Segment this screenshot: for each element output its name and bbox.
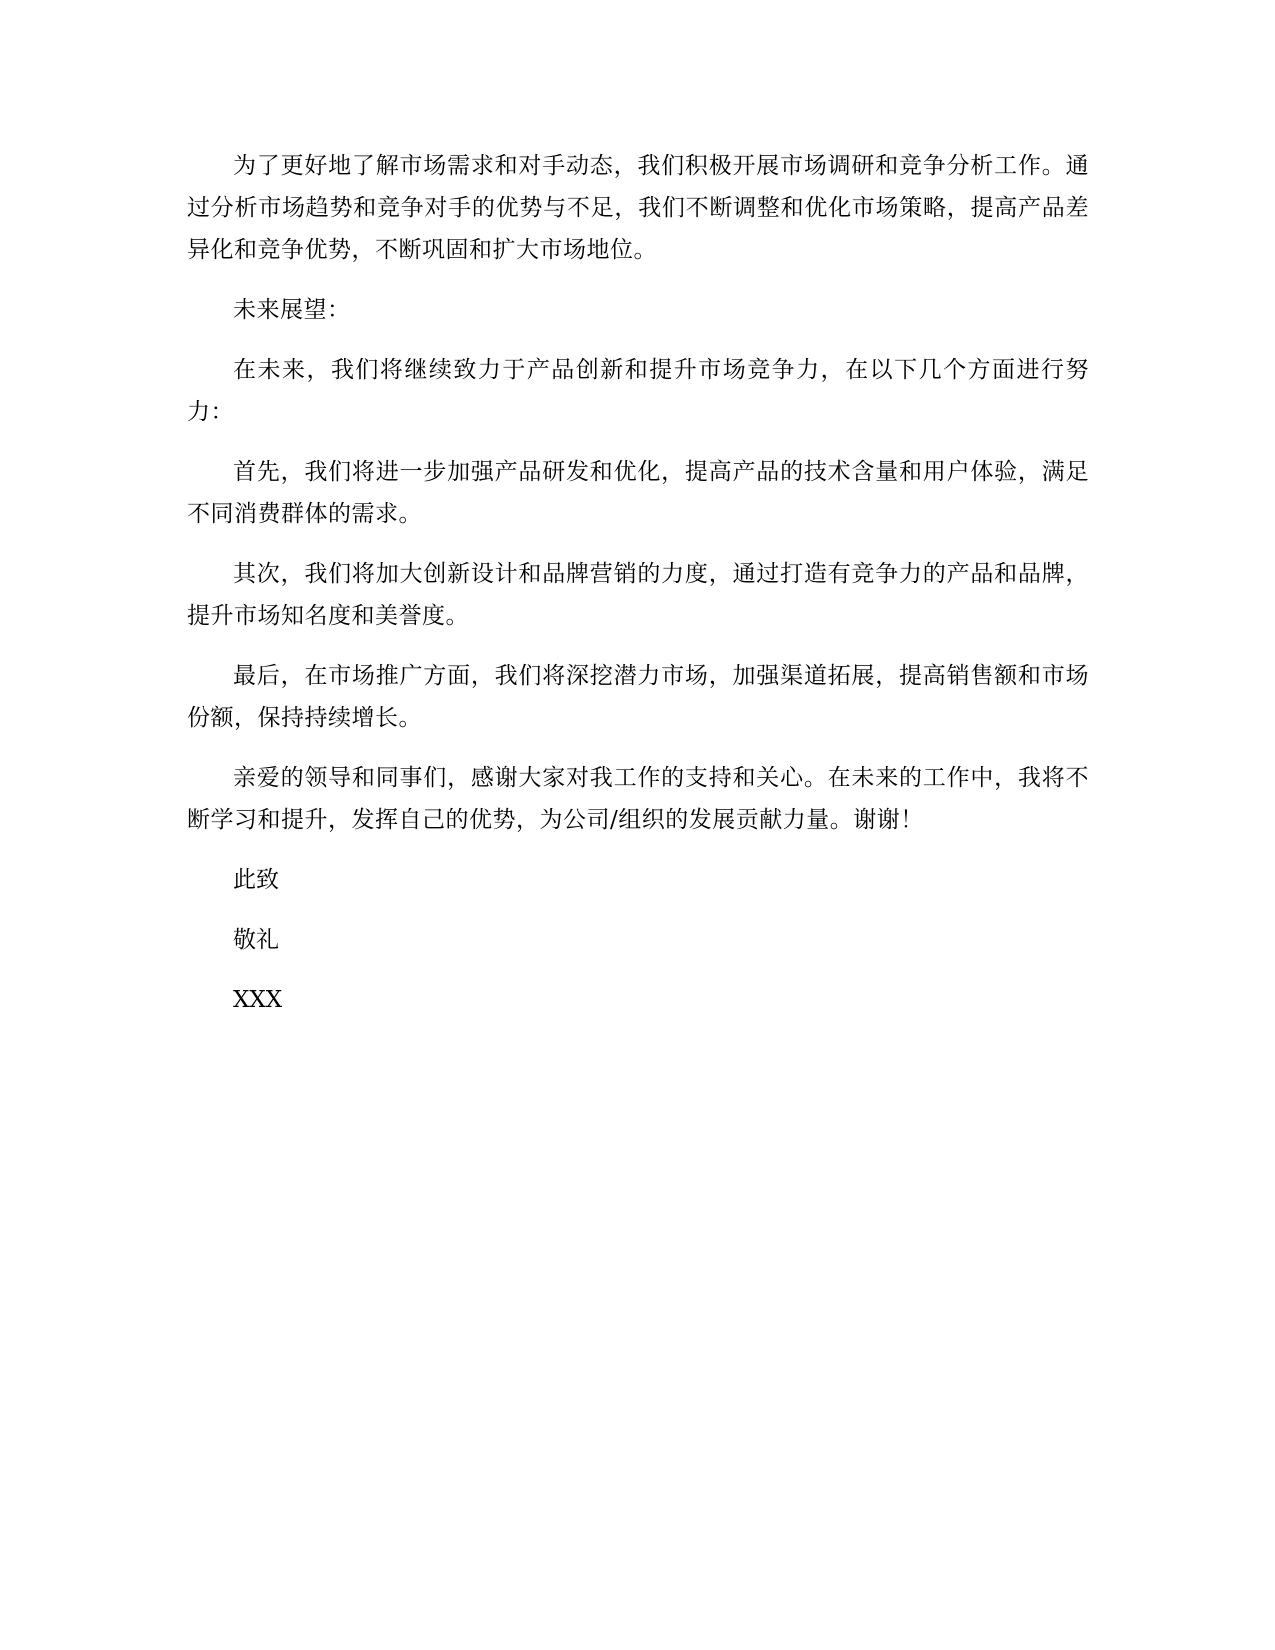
signature: XXX: [233, 987, 283, 1013]
paragraph-finally: 最后，在市场推广方面，我们将深挖潜力市场，加强渠道拓展，提高销售额和市场份额，保持持续增长。: [187, 663, 1089, 731]
paragraph-future-intro: 在未来，我们将继续致力于产品创新和提升市场竞争力，在以下几个方面进行努力：: [187, 357, 1089, 425]
paragraph-first: 首先，我们将进一步加强产品研发和优化，提高产品的技术含量和用户体验，满足不同消费群体的需求。: [187, 459, 1089, 527]
document-body: [187, 145, 1089, 1039]
paragraph-future-outlook-heading: 未来展望：: [233, 297, 351, 323]
closing-salutation-1: 此致: [233, 867, 279, 893]
closing-salutation-2: 敬礼: [233, 927, 279, 953]
paragraph-market-research: 为了更好地了解市场需求和对手动态，我们积极开展市场调研和竞争分析工作。通过分析市场趋势和竞争对手的优势与不足，我们不断调整和优化市场策略，提高产品差异化和竞争优势，不断巩固和扩大市场地位。: [187, 153, 1089, 263]
paragraph-second: 其次，我们将加大创新设计和品牌营销的力度，通过打造有竞争力的产品和品牌，提升市场知名度和美誉度。: [187, 561, 1089, 629]
paragraph-thanks: 亲爱的领导和同事们，感谢大家对我工作的支持和关心。在未来的工作中，我将不断学习和提升，发挥自己的优势，为公司/组织的发展贡献力量。谢谢！: [187, 765, 1089, 833]
